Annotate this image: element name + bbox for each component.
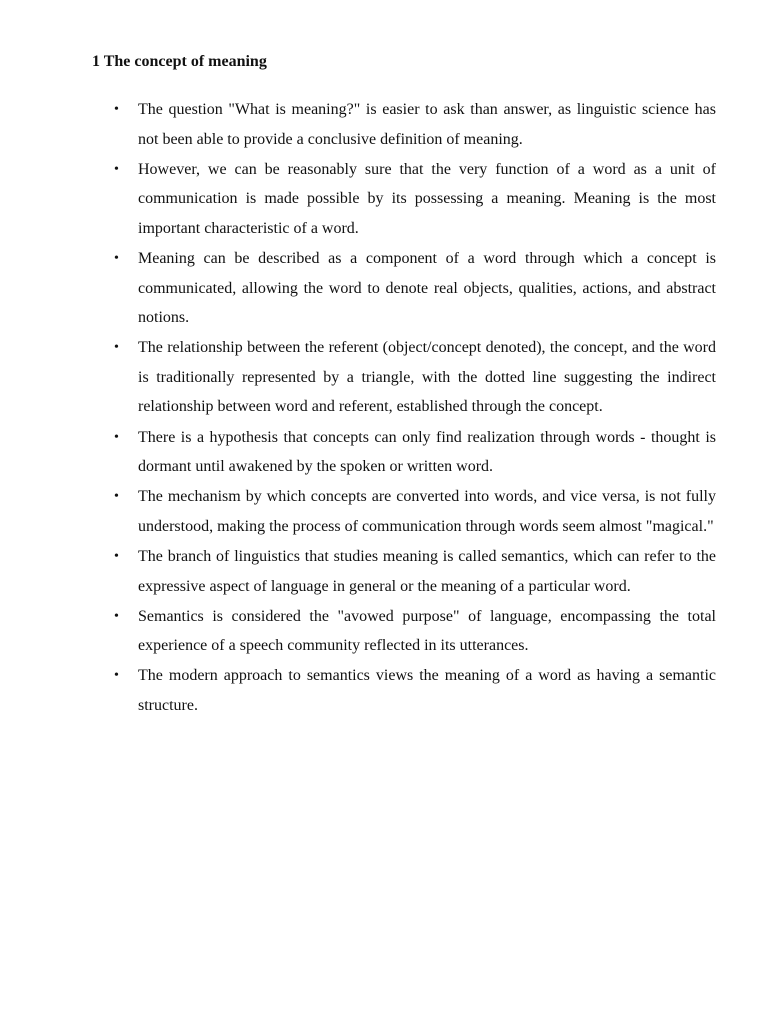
list-item-text: Meaning can be described as a component of a word through which a concept is communicated, allowing the word to denote real objects, qualities, actions, and abstract notions. bbox=[138, 249, 716, 327]
list-item bbox=[110, 602, 716, 661]
list-item bbox=[110, 542, 716, 601]
list-item bbox=[110, 95, 716, 154]
list-item-text: The branch of linguistics that studies meaning is called semantics, which can refer to the expressive aspect of language in general or the meaning of a particular word. bbox=[138, 547, 716, 595]
bullet-icon: • bbox=[114, 429, 119, 445]
bullet-list bbox=[110, 95, 716, 721]
list-item bbox=[110, 244, 716, 333]
list-item-text: However, we can be reasonably sure that the very function of a word as a unit of communication is made possible by its possessing a meaning. Meaning is the most important characteristic of a word. bbox=[138, 160, 716, 237]
list-item bbox=[110, 661, 716, 720]
bullet-icon: • bbox=[114, 340, 119, 356]
list-item-text: The modern approach to semantics views the meaning of a word as having a semantic structure. bbox=[138, 667, 716, 714]
section-heading: 1 The concept of meaning bbox=[92, 53, 267, 70]
bullet-icon: • bbox=[114, 608, 119, 624]
list-item bbox=[110, 482, 716, 541]
list-item-text: The mechanism by which concepts are converted into words, and vice versa, is not fully understood, making the process of communication through words seem almost "magical." bbox=[138, 488, 716, 535]
list-item bbox=[110, 423, 716, 482]
list-item-text: The relationship between the referent (object/concept denoted), the concept, and the word is traditionally represented by a triangle, with the dotted line suggesting the indirect relationship between word and referent, established through the concept. bbox=[138, 339, 716, 416]
list-item bbox=[110, 333, 716, 422]
bullet-icon: • bbox=[114, 250, 119, 266]
bullet-icon: • bbox=[114, 161, 119, 177]
bullet-icon: • bbox=[114, 102, 119, 117]
bullet-icon: • bbox=[114, 668, 119, 684]
bullet-icon: • bbox=[114, 489, 119, 505]
bullet-icon: • bbox=[114, 548, 119, 564]
list-item bbox=[110, 155, 716, 244]
list-item-text: The question "What is meaning?" is easier to ask than answer, as linguistic science has not been able to provide a conclusive definition of meaning. bbox=[138, 101, 716, 148]
list-item-text: There is a hypothesis that concepts can only find realization through words - thought is dormant until awakened by the spoken or written word. bbox=[138, 428, 716, 476]
list-item-text: Semantics is considered the "avowed purpose" of language, encompassing the total experience of a speech community reflected in its utterances. bbox=[138, 607, 716, 655]
